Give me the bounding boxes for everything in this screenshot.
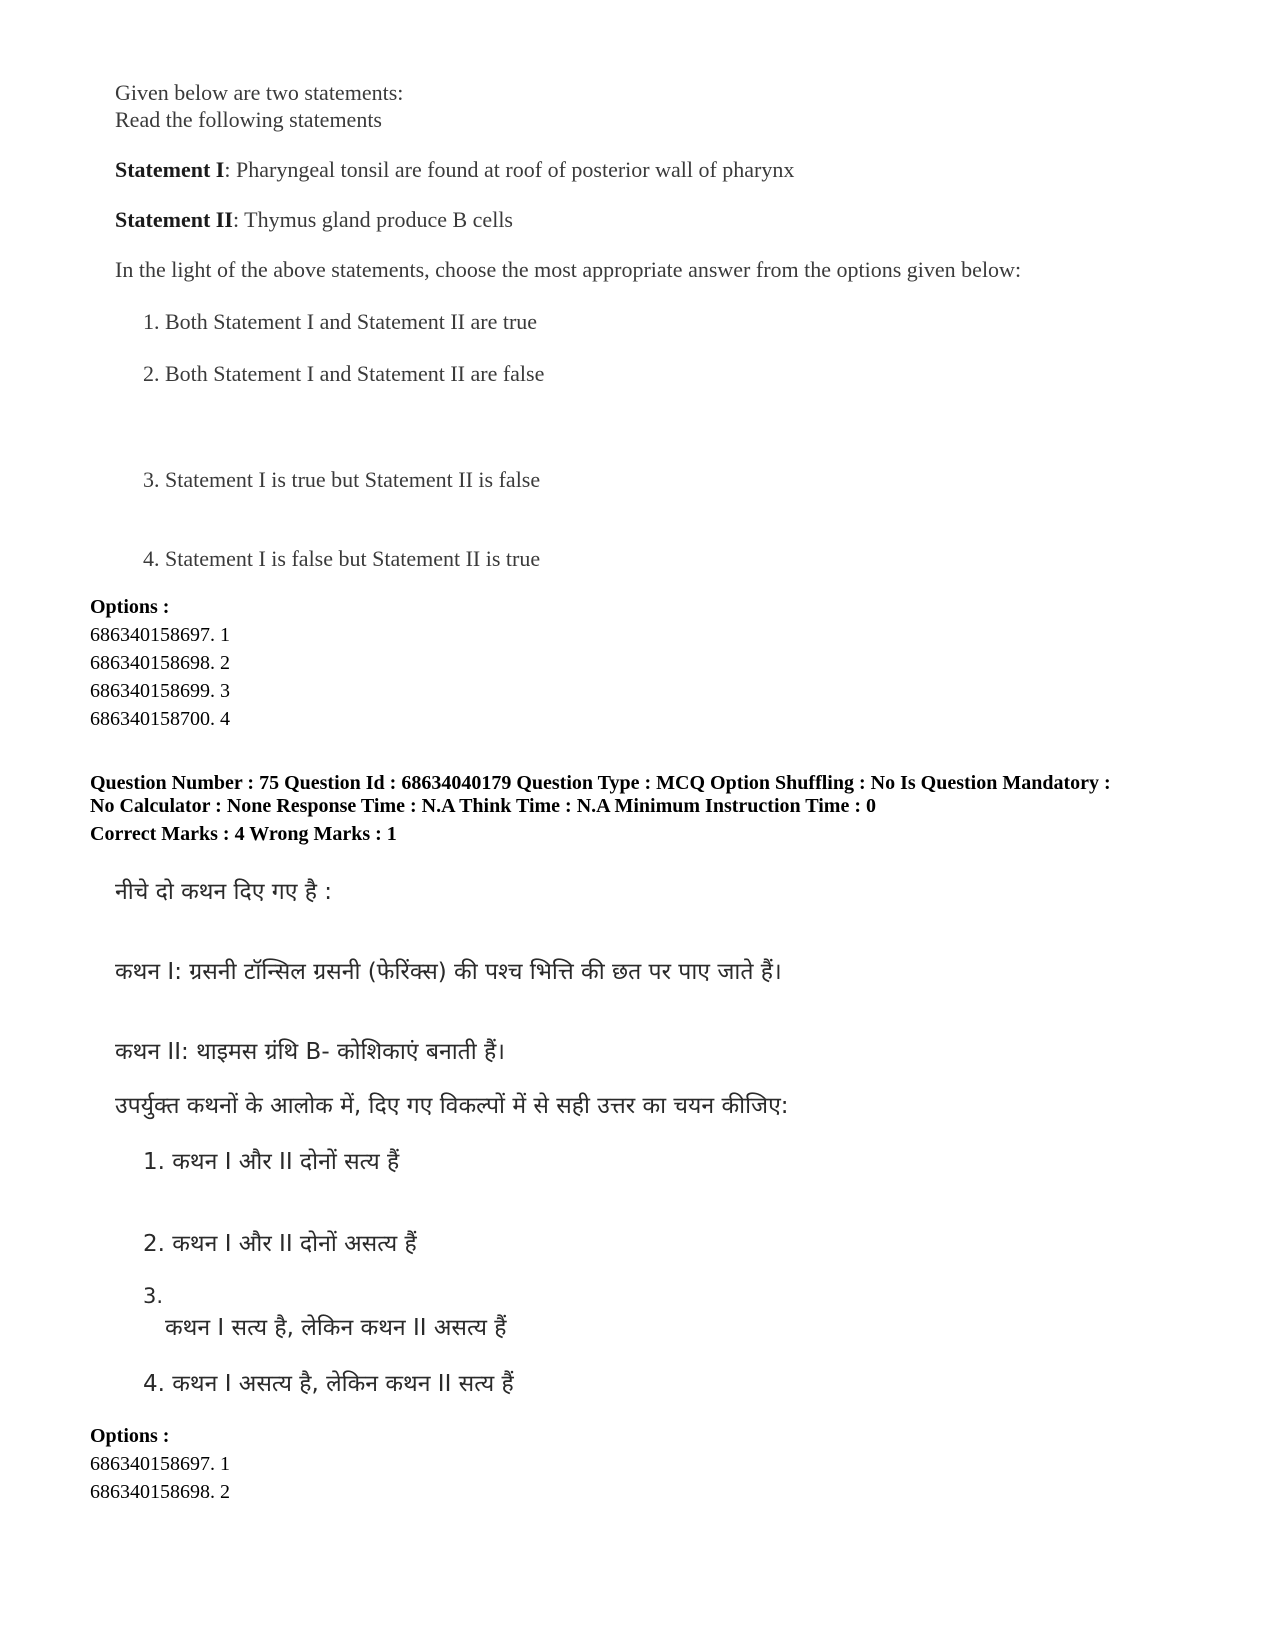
statement-1-label: Statement I	[115, 157, 225, 182]
option-item: 686340158697. 1	[90, 624, 230, 646]
hindi-instruction: उपर्युक्त कथनों के आलोक में, दिए गए विकल्पों में से सही उत्तर का चयन कीजिए:	[115, 1093, 789, 1119]
hindi-choice-1: 1. कथन I और II दोनों सत्य हैं	[143, 1149, 400, 1175]
choice-2: 2. Both Statement I and Statement II are false	[143, 361, 545, 386]
hindi-choice-2: 2. कथन I और II दोनों असत्य हैं	[143, 1231, 417, 1257]
options-heading: Options :	[90, 1425, 170, 1447]
option-item: 686340158700. 4	[90, 708, 230, 730]
intro-line-2: Read the following statements	[115, 107, 382, 132]
choice-1: 1. Both Statement I and Statement II are true	[143, 309, 538, 334]
statement-2-label: Statement II	[115, 207, 233, 232]
hindi-choice-3-text: कथन I सत्य है, लेकिन कथन II असत्य हैं	[165, 1315, 507, 1341]
hindi-statement-2: कथन II: थाइमस ग्रंथि B- कोशिकाएं बनाती हैं।	[115, 1039, 505, 1065]
intro-line-1: Given below are two statements:	[115, 80, 404, 105]
hindi-choice-3-number: 3.	[143, 1284, 164, 1308]
option-item: 686340158697. 1	[90, 1453, 230, 1475]
option-item: 686340158698. 2	[90, 652, 230, 674]
option-item: 686340158698. 2	[90, 1481, 230, 1503]
meta-line-2: No Calculator : None Response Time : N.A Think Time : N.A Minimum Instruction Time : 0	[90, 795, 876, 817]
statement-2-text: : Thymus gland produce B cells	[232, 207, 513, 232]
choice-3: 3. Statement I is true but Statement II is false	[143, 467, 541, 492]
instruction: In the light of the above statements, choose the most appropriate answer from the options given below:	[115, 257, 1022, 282]
options-heading: Options :	[90, 596, 170, 618]
hindi-intro: नीचे दो कथन दिए गए है :	[115, 879, 333, 905]
statement-2	[115, 207, 513, 233]
choice-4: 4. Statement I is false but Statement II is true	[143, 546, 541, 571]
meta-line-3: Correct Marks : 4 Wrong Marks : 1	[90, 823, 397, 845]
statement-1	[115, 157, 794, 183]
hindi-choice-4: 4. कथन I असत्य है, लेकिन कथन II सत्य हैं	[143, 1371, 514, 1397]
meta-line-1: Question Number : 75 Question Id : 68634040179 Question Type : MCQ Option Shuffling : No Is Question Mandatory :	[90, 772, 1111, 794]
hindi-statement-1: कथन I: ग्रसनी टॉन्सिल ग्रसनी (फेरिंक्स) की पश्च भित्ति की छत पर पाए जाते हैं।	[115, 959, 782, 985]
statement-1-text: : Pharyngeal tonsil are found at roof of posterior wall of pharynx	[224, 157, 795, 182]
option-item: 686340158699. 3	[90, 680, 230, 702]
